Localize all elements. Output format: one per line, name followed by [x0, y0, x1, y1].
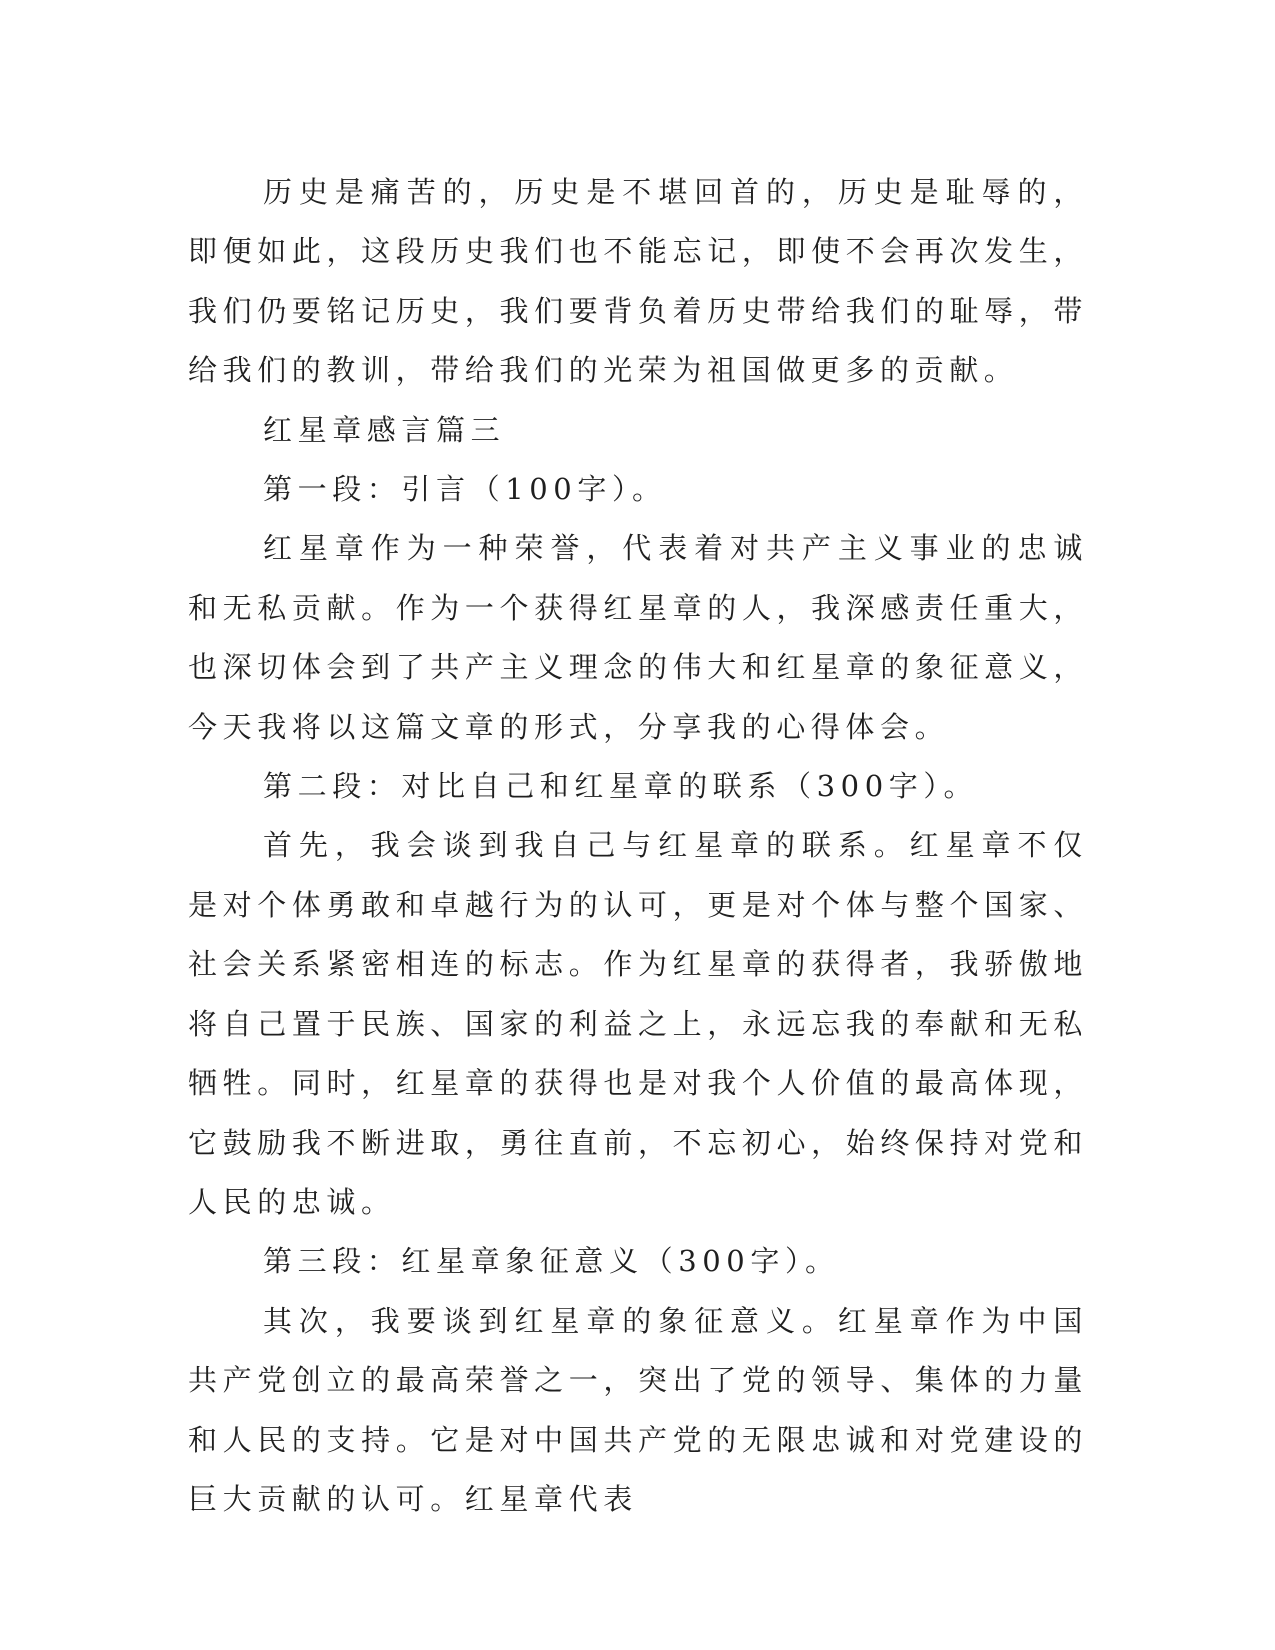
heading-paragraph-two-connection: 第二段：对比自己和红星章的联系（300字）。 — [263, 769, 979, 804]
section-title-part-three: 红星章感言篇三 — [263, 412, 506, 447]
paragraph-introduction: 红星章作为一种荣誉，代表着对共产主义事业的忠诚和无私贡献。作为一个获得红星章的人，我深感责任重大，也深切体会到了共产主义理念的伟大和红星章的象征意义，今天我将以这篇文章的形式，分享我的心得体会。 — [188, 531, 1088, 744]
paragraph-symbolic-meaning: 其次，我要谈到红星章的象征意义。红星章作为中国共产党创立的最高荣誉之一，突出了党的领导、集体的力量和人民的支持。它是对中国共产党的无限忠诚和对党建设的巨大贡献的认可。红星章代表 — [188, 1303, 1088, 1516]
heading-paragraph-one-introduction: 第一段：引言（100字）。 — [263, 472, 667, 507]
paragraph-personal-connection: 首先，我会谈到我自己与红星章的联系。红星章不仅是对个体勇敢和卓越行为的认可，更是对个体与整个国家、社会关系紧密相连的标志。作为红星章的获得者，我骄傲地将自己置于民族、国家的利益之上，永远忘我的奉献和无私牺牲。同时，红星章的获得也是对我个人价值的最高体现，它鼓励我不断进取，勇往直前，不忘初心，始终保持对党和人民的忠诚。 — [188, 828, 1088, 1219]
heading-paragraph-three-symbolism: 第三段：红星章象征意义（300字）。 — [263, 1244, 840, 1279]
document-body — [188, 163, 1088, 1529]
paragraph-history-reflection: 历史是痛苦的，历史是不堪回首的，历史是耻辱的，即便如此，这段历史我们也不能忘记，即使不会再次发生，我们仍要铭记历史，我们要背负着历史带给我们的耻辱，带给我们的教训，带给我们的光荣为祖国做更多的贡献。 — [188, 175, 1088, 388]
